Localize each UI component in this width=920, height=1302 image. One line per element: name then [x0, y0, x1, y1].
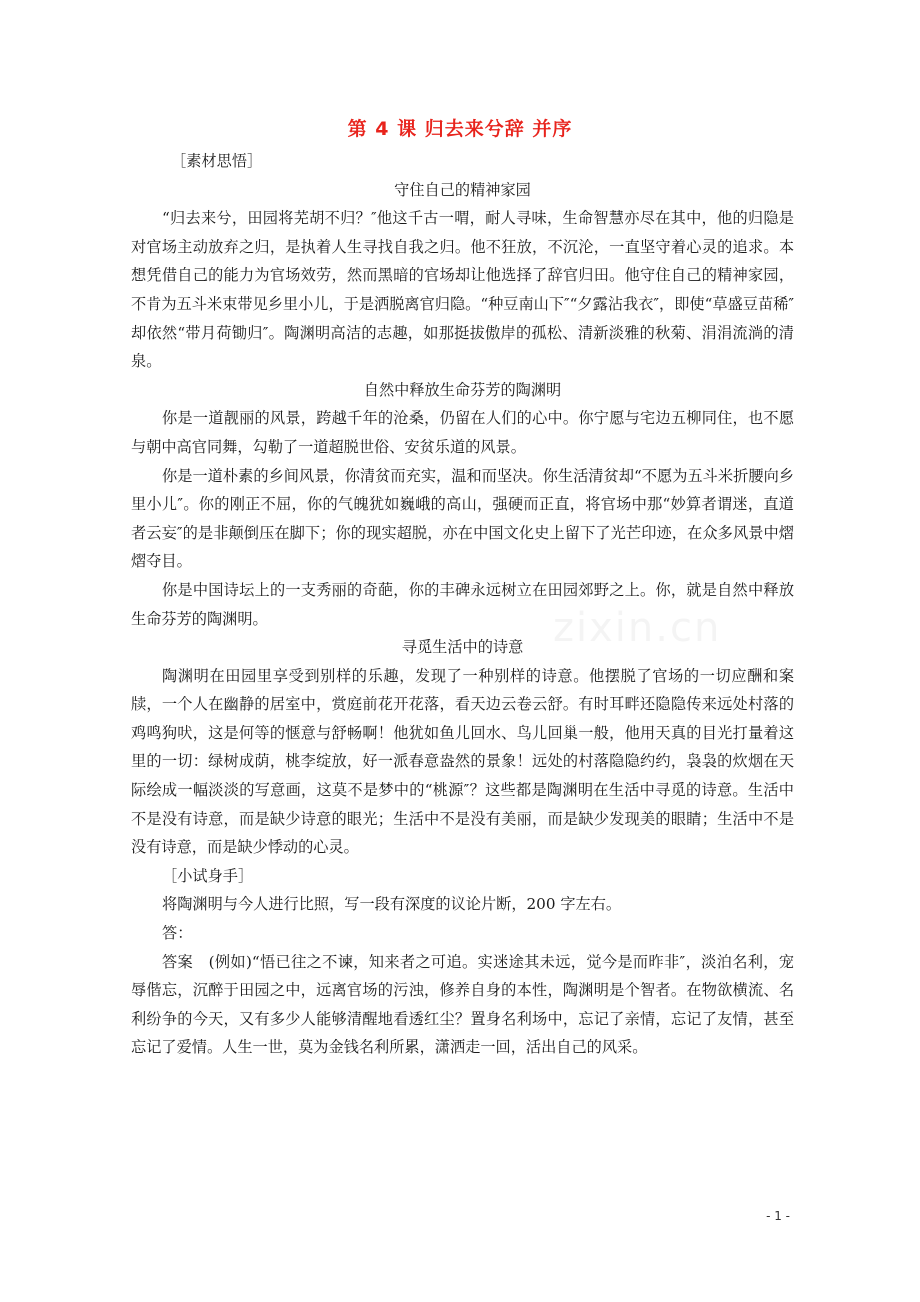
block-heading: 自然中释放生命芬芳的陶渊明 [363, 380, 562, 399]
answer-label: 答： [162, 924, 193, 943]
answer-text: 答案 (例如)“悟已往之不谏，知来者之可追。实迷途其未远，觉今是而昨非″，淡泊名利，宠辱偕忘，沉醉于田园之中，远离官场的污浊，修养自身的本性，陶渊明是个智者。在物欲横流、名利纷争的今天，又有多少人能够清醒地看透红尘？置身名利场中，忘记了亲情，忘记了友情，甚至忘记了爱情。人生一世，莫为金钱名利所累，潇洒走一回，活出自己的风采。 [131, 952, 794, 1057]
body-paragraph: 你是一道朴素的乡间风景，你清贫而充实，温和而坚决。你生活清贫却“不愿为五斗米折腰向乡里小儿″。你的刚正不屈，你的气魄犹如巍峨的高山，强硬而正直，将官场中那“妙算者谓迷，直道者云妄″的是非颠倒压在脚下；你的现实超脱，亦在中国文化史上留下了光芒印迹，在众多风景中熠熠夺目。 [131, 466, 794, 571]
body-paragraph: 你是中国诗坛上的一支秀丽的奇葩，你的丰碑永远树立在田园郊野之上。你，就是自然中释放生命芬芳的陶渊明。 [131, 580, 794, 628]
body-paragraph: 陶渊明在田园里享受到别样的乐趣，发现了一种别样的诗意。他摆脱了官场的一切应酬和案牍，一个人在幽静的居室中，赏庭前花开花落，看天边云卷云舒。有时耳畔还隐隐传来远处村落的鸡鸣狗吠，这是何等的惬意与舒畅啊！他犹如鱼儿回水、鸟儿回巢一般，他用天真的目光打量着这里的一切：绿树成荫，桃李绽放，好一派春意盎然的景象！远处的村落隐隐约约，袅袅的炊烟在天际绘成一幅淡淡的写意画，这莫不是梦中的“桃源″？这些都是陶渊明在生活中寻觅的诗意。生活中不是没有诗意，而是缺少诗意的眼光；生活中不是没有美丽，而是缺少发现美的眼睛；生活中不是没有诗意，而是缺少悸动的心灵。 [131, 666, 794, 857]
section-tag-practice: ［小试身手］ [162, 866, 254, 885]
lesson-title: 第 4 课 归去来兮辞 并序 [347, 118, 573, 140]
section-tag-material: ［素材思悟］ [171, 152, 263, 170]
watermark: zixin.cn [553, 605, 722, 651]
body-paragraph: “归去来兮，田园将芜胡不归？″他这千古一喟，耐人寻味，生命智慧亦尽在其中，他的归隐是对官场主动放弃之归，是执着人生寻找自我之归。他不狂放，不沉沦，一直坚守着心灵的追求。本想凭借自己的能力为官场效劳，然而黑暗的官场却让他选择了辞官归田。他守住自己的精神家园，不肯为五斗米束带见乡里小儿，于是洒脱离官归隐。“种豆南山下″“夕露沾我衣″，即使“草盛豆苗稀″却依然“带月荷锄归″。陶渊明高洁的志趣，如那挺拔傲岸的孤松、清新淡雅的秋菊、涓涓流淌的清泉。 [131, 209, 794, 371]
exercise-prompt: 将陶渊明与今人进行比照，写一段有深度的议论片断，200 字左右。 [162, 895, 622, 914]
page-number: - 1 - [766, 1209, 790, 1223]
block-heading: 守住自己的精神家园 [394, 180, 531, 199]
body-paragraph: 你是一道靓丽的风景，跨越千年的沧桑，仍留在人们的心中。你宁愿与宅边五柳同住，也不愿与朝中高官同舞，勾勒了一道超脱世俗、安贫乐道的风景。 [131, 409, 794, 456]
block-heading: 寻觅生活中的诗意 [401, 638, 524, 657]
